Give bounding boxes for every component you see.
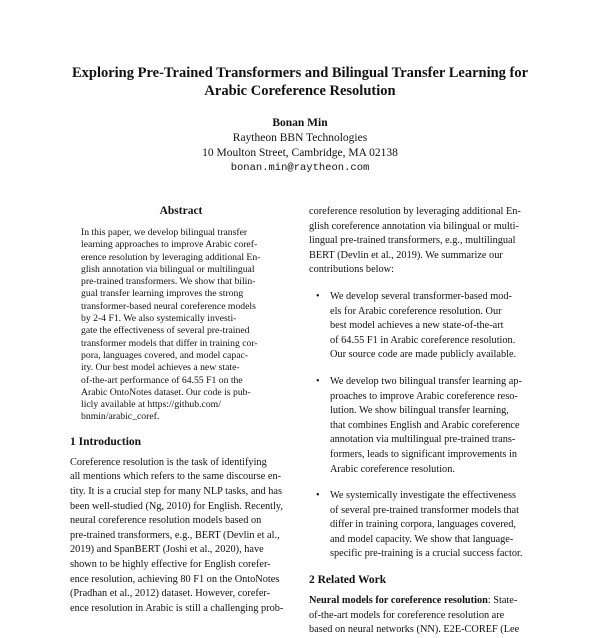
right-column — [309, 205, 531, 638]
intro-line: 2019) and SpanBERT (Joshi et al., 2020), have — [70, 544, 264, 556]
author-block — [100, 116, 500, 176]
bullet-line: annotation via multilingual pre-trained trans- — [330, 434, 516, 446]
intro-line: neural coreference resolution models based on — [70, 515, 262, 527]
abstract-heading: Abstract — [159, 205, 203, 217]
bullet-line: We systemically investigate the effectiveness — [330, 490, 516, 502]
bullet-line: and model capacity. We show that language- — [330, 533, 514, 545]
abstract-line: pre-trained transformers. We show that bilin- — [81, 276, 256, 288]
right-intro-line: lingual pre-trained transformers, e.g., multilingual — [309, 235, 516, 247]
intro-line: all mentions which refers to the same discourse en- — [70, 471, 282, 483]
abstract-line: glish annotation via bilingual or multilingual — [81, 263, 255, 275]
contribution-bullet-1 — [309, 290, 531, 363]
author-name: Bonan Min — [272, 117, 328, 129]
intro-line: ence resolution in Arabic is still a challenging prob- — [70, 602, 284, 614]
title-line-1: Exploring Pre-Trained Transformers and Bilingual Transfer Learning for — [71, 65, 529, 81]
related-work-line: based on neural networks (NN). E2E-COREF (Lee — [309, 624, 520, 636]
author-affiliation: Raytheon BBN Technologies — [232, 132, 368, 144]
abstract-line: gual transfer learning improves the strong — [81, 288, 244, 300]
bullet-line: differ in training corpora, languages covered, — [330, 519, 516, 531]
abstract-line: licly available at https://github.com/ — [81, 399, 221, 411]
bullet-line: proaches to improve Arabic coreference reso- — [330, 390, 518, 402]
abstract-line: learning approaches to improve Arabic coref- — [81, 239, 258, 251]
bullet-text — [330, 290, 516, 363]
bullet-icon: • — [316, 490, 320, 502]
author-address: 10 Moulton Street, Cambridge, MA 02138 — [202, 147, 398, 159]
bullet-line: that combines English and Arabic coreference — [330, 419, 520, 431]
introduction-body — [70, 456, 292, 617]
bullet-icon: • — [316, 290, 320, 302]
bullet-line: best model achieves a new state-of-the-art — [330, 320, 504, 332]
bullet-line: We develop several transformer-based mod- — [330, 290, 512, 302]
intro-line: pre-trained transformers, e.g., BERT (Devlin et al., — [70, 529, 280, 541]
abstract-line: of-the-art performance of 64.55 F1 on the — [81, 374, 243, 386]
related-work-lead — [309, 594, 531, 609]
related-work-line: of-the-art models for coreference resolution are — [309, 609, 505, 621]
related-work-lead-bold: Neural models for coreference resolution — [309, 595, 488, 607]
bullet-line: els for Arabic coreference resolution. Our — [330, 305, 502, 317]
intro-line: ence resolution, achieving 80 F1 on the OntoNotes — [70, 573, 280, 585]
right-intro-line: BERT (Devlin et al., 2019). We summarize our — [309, 249, 503, 261]
bullet-line: of several pre-trained transformer models that — [330, 504, 519, 516]
author-email: bonan.min@raytheon.com — [230, 162, 370, 174]
bullet-line: Arabic coreference resolution. — [330, 463, 455, 475]
abstract-line: by 2-4 F1. We also systemically investi- — [81, 313, 237, 325]
bullet-text — [330, 375, 522, 477]
bullet-line: We develop two bilingual transfer learning ap- — [330, 375, 522, 387]
paper-title — [30, 64, 570, 100]
abstract-line: Arabic OntoNotes dataset. Our code is pub- — [81, 386, 251, 398]
bullet-line: formers, leads to significant improvements in — [330, 448, 518, 460]
abstract-line: In this paper, we develop bilingual transfer — [81, 227, 248, 238]
abstract-line: pora, languages covered, and model capac- — [81, 349, 249, 361]
right-intro-line: glish coreference annotation via bilingual or multi- — [309, 220, 519, 232]
related-work-heading: 2 Related Work — [309, 574, 387, 587]
bullet-line: Our source code are made publicly available. — [330, 349, 517, 361]
abstract-line: ity. Our best model achieves a new state- — [81, 362, 240, 374]
related-work-body — [309, 594, 531, 638]
bullet-line: specific pre-training is a crucial success factor. — [330, 548, 523, 560]
abstract-line: bnmin/arabic_coref. — [81, 411, 160, 423]
intro-line: Coreference resolution is the task of identifying — [70, 456, 267, 468]
intro-line: shown to be highly effective for English corefer- — [70, 558, 271, 570]
abstract-line: transformer models that differ in training cor- — [81, 337, 258, 349]
bullet-line: lution. We show bilingual transfer learning, — [330, 405, 509, 417]
introduction-heading: 1 Introduction — [70, 435, 142, 448]
right-intro-line: contributions below: — [309, 264, 394, 276]
contribution-bullet-2 — [309, 375, 531, 477]
bullet-text — [330, 489, 522, 562]
left-column — [70, 205, 292, 616]
abstract-line: erence resolution by leveraging additional En- — [81, 251, 261, 263]
intro-line: been well-studied (Ng, 2010) for English. Recently, — [70, 500, 283, 512]
intro-line: tity. It is a crucial step for many NLP tasks, and has — [70, 485, 282, 497]
abstract-line: transformer-based neural coreference models — [81, 300, 256, 312]
abstract-body — [70, 227, 292, 424]
abstract-line: gate the effectiveness of several pre-trained — [81, 325, 250, 337]
right-intro-body — [309, 205, 531, 278]
right-intro-line: coreference resolution by leveraging additional En- — [309, 206, 521, 217]
intro-line: (Pradhan et al., 2012) dataset. However, corefer- — [70, 588, 271, 600]
related-work-lead-rest: : State- — [487, 595, 518, 607]
title-line-2: Arabic Coreference Resolution — [204, 83, 396, 99]
bullet-icon: • — [316, 375, 320, 387]
contribution-bullet-3 — [309, 489, 531, 562]
bullet-line: of 64.55 F1 in Arabic coreference resolution. — [330, 334, 516, 346]
